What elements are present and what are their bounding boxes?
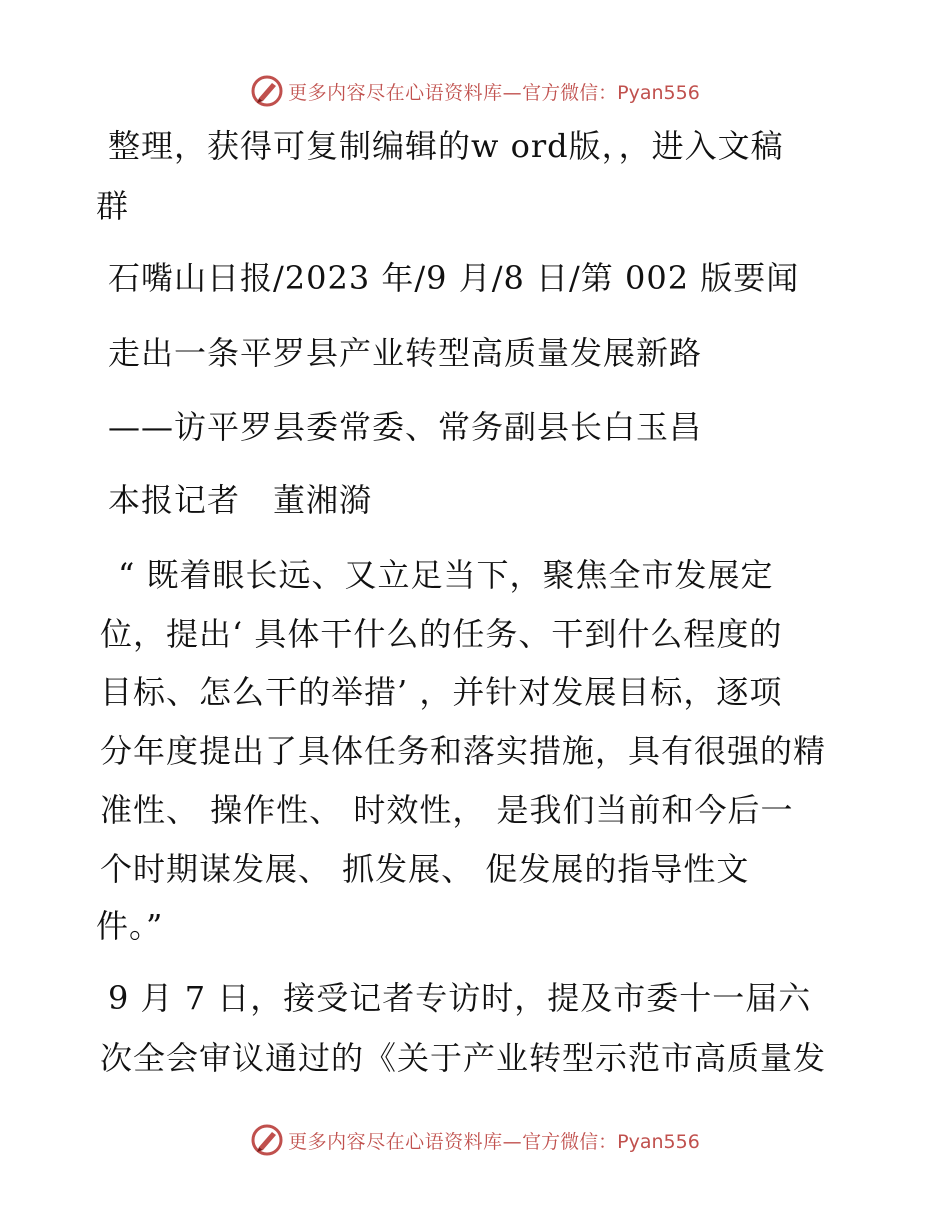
source-line: 石嘴山日报/2023 年/9 月/8 日/第 002 版要闻 <box>108 259 800 297</box>
quote-line: “ 既着眼长远、又立足当下，聚焦全市发展定 <box>118 556 774 594</box>
quote-line: 件。” <box>96 907 164 945</box>
watermark-contact: 官方微信：Pyan556 <box>522 81 700 104</box>
quote-line: 位，提出‘ 具体干什么的任务、干到什么程度的 <box>100 615 783 653</box>
intro-line: 整理，获得可复制编辑的w ord版，，进入文稿 <box>108 127 784 165</box>
headline: 走出一条平罗县产业转型高质量发展新路 <box>108 334 703 372</box>
pen-logo-icon <box>250 74 284 108</box>
body-line: 次全会审议通过的《关于产业转型示范市高质量发 <box>100 1039 827 1077</box>
watermark-text: 更多内容尽在心语资料库— <box>288 1130 523 1153</box>
watermark-contact: 官方微信：Pyan556 <box>522 1130 700 1153</box>
watermark-text: 更多内容尽在心语资料库— <box>288 81 523 104</box>
watermark-footer <box>0 1120 950 1160</box>
body-line: 9 月 7 日，接受记者专访时，提及市委十一届六 <box>108 979 812 1017</box>
byline: 本报记者 董湘漪 <box>108 481 373 519</box>
subheadline: ——访平罗县委常委、常务副县长白玉昌 <box>108 408 703 446</box>
pen-logo-icon <box>250 1123 284 1157</box>
quote-line: 准性、 操作性、 时效性， 是我们当前和今后一 <box>100 791 794 829</box>
quote-line: 分年度提出了具体任务和落实措施，具有很强的精 <box>100 732 827 770</box>
watermark-header <box>0 71 950 111</box>
quote-line: 个时期谋发展、 抓发展、 促发展的指导性文 <box>100 850 750 888</box>
quote-line: 目标、怎么干的举措’ ，并针对发展目标，逐项 <box>100 673 783 711</box>
intro-line-continued: 群 <box>96 187 130 225</box>
